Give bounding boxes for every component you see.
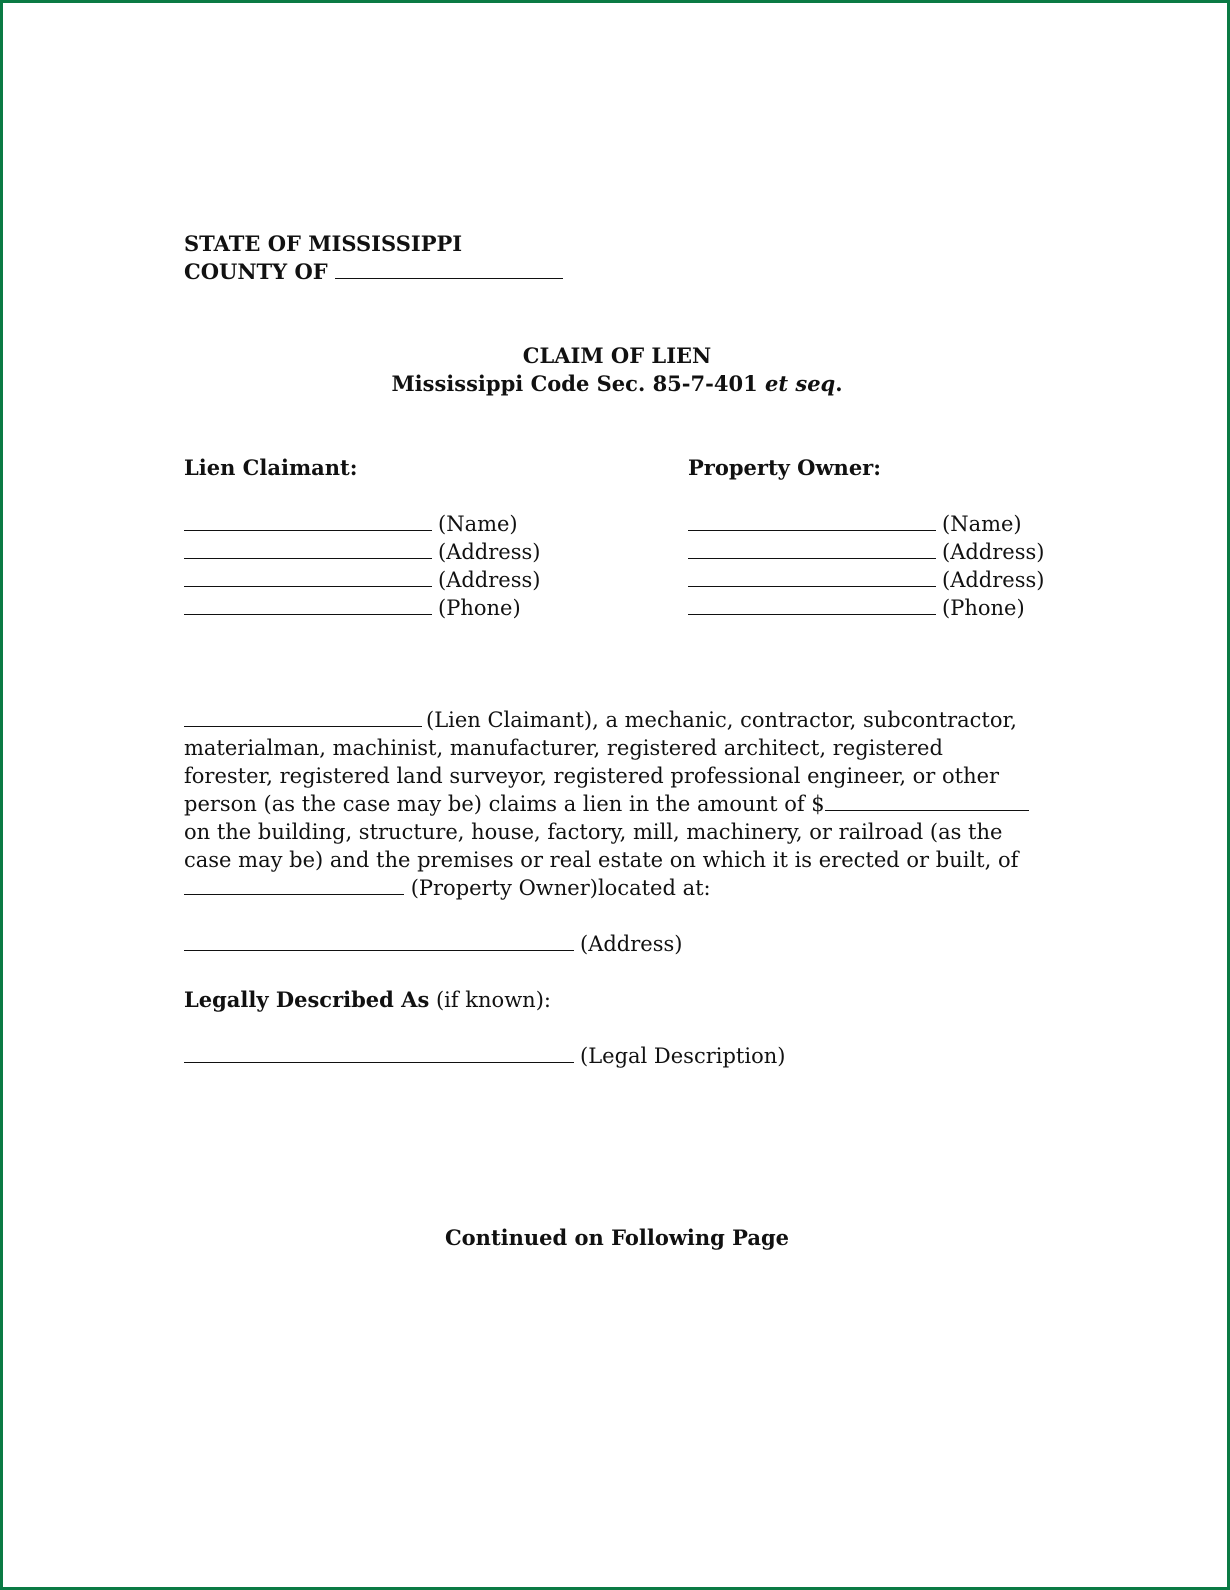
field-label: (Name) [942,512,1022,536]
property-owner-address2-row [688,566,1108,594]
parties-section [184,454,1064,622]
property-owner-heading: Property Owner: [688,455,881,480]
property-address-line [184,930,1064,958]
claim-text-part2: on the building, structure, house, factory, mill, machinery, or railroad (as the case may be) and the premises or real estate on which it is erected or built, of [184,820,1019,872]
document-title: CLAIM OF LIEN [522,343,712,368]
property-owner-phone-field[interactable] [688,594,936,615]
claim-text-part3: (Property Owner)located at: [410,876,711,900]
legal-heading-rest: (if known): [435,988,551,1012]
property-owner-address2-field[interactable] [688,566,936,587]
property-address-label: (Address) [580,932,683,956]
property-owner-name-row [688,510,1108,538]
property-owner-blank-field[interactable] [184,874,404,895]
field-label: (Address) [438,540,541,564]
legal-description-field[interactable] [184,1042,574,1063]
legal-description-label: (Legal Description) [580,1044,786,1068]
lien-claimant-phone-row [184,594,604,622]
amount-blank-field[interactable] [825,790,1029,811]
county-label: COUNTY OF [184,259,328,284]
lien-claimant-name-row [184,510,604,538]
lien-claimant-name-field[interactable] [184,510,432,531]
property-owner-phone-row [688,594,1108,622]
field-label: (Address) [438,568,541,592]
field-label: (Phone) [438,596,521,620]
lien-claimant-address1-row [184,538,604,566]
continued-notice: Continued on Following Page [444,1225,790,1250]
county-blank-field[interactable] [335,258,563,279]
state-county-block [184,230,1064,286]
property-address-field[interactable] [184,930,574,951]
legal-description-line [184,1042,1064,1070]
lien-claimant-phone-field[interactable] [184,594,432,615]
legal-description-heading [184,986,1064,1014]
property-owner-address1-field[interactable] [688,538,936,559]
subtitle-period: . [835,371,843,396]
lien-claimant-address2-row [184,566,604,594]
field-label: (Address) [942,568,1045,592]
code-reference: Mississippi Code Sec. 85-7-401 [391,371,758,396]
property-owner-block [688,454,1108,622]
lien-claimant-heading: Lien Claimant: [184,455,358,480]
document-subtitle [184,370,1050,398]
property-owner-name-field[interactable] [688,510,936,531]
lien-claimant-block [184,454,604,622]
field-label: (Address) [942,540,1045,564]
property-owner-address1-row [688,538,1108,566]
field-label: (Phone) [942,596,1025,620]
document-page [184,230,1064,1252]
field-label: (Name) [438,512,518,536]
document-title-block [184,342,1050,398]
lien-claimant-address2-field[interactable] [184,566,432,587]
lien-claimant-blank-field[interactable] [184,706,422,727]
county-line [184,258,1064,286]
legal-heading-bold: Legally Described As [184,987,430,1012]
claim-text-part1: (Lien Claimant), a mechanic, contractor, subcontractor, materialman, machinist, manufacturer, registered architect, registered forester, registered land surveyor, registered professional engineer, or other person (as the case may be) claims a lien in the amount of $ [184,708,1017,816]
lien-claimant-address1-field[interactable] [184,538,432,559]
et-seq: et seq [765,371,836,396]
state-heading: STATE OF MISSISSIPPI [184,231,463,256]
claim-paragraph [184,706,1034,902]
